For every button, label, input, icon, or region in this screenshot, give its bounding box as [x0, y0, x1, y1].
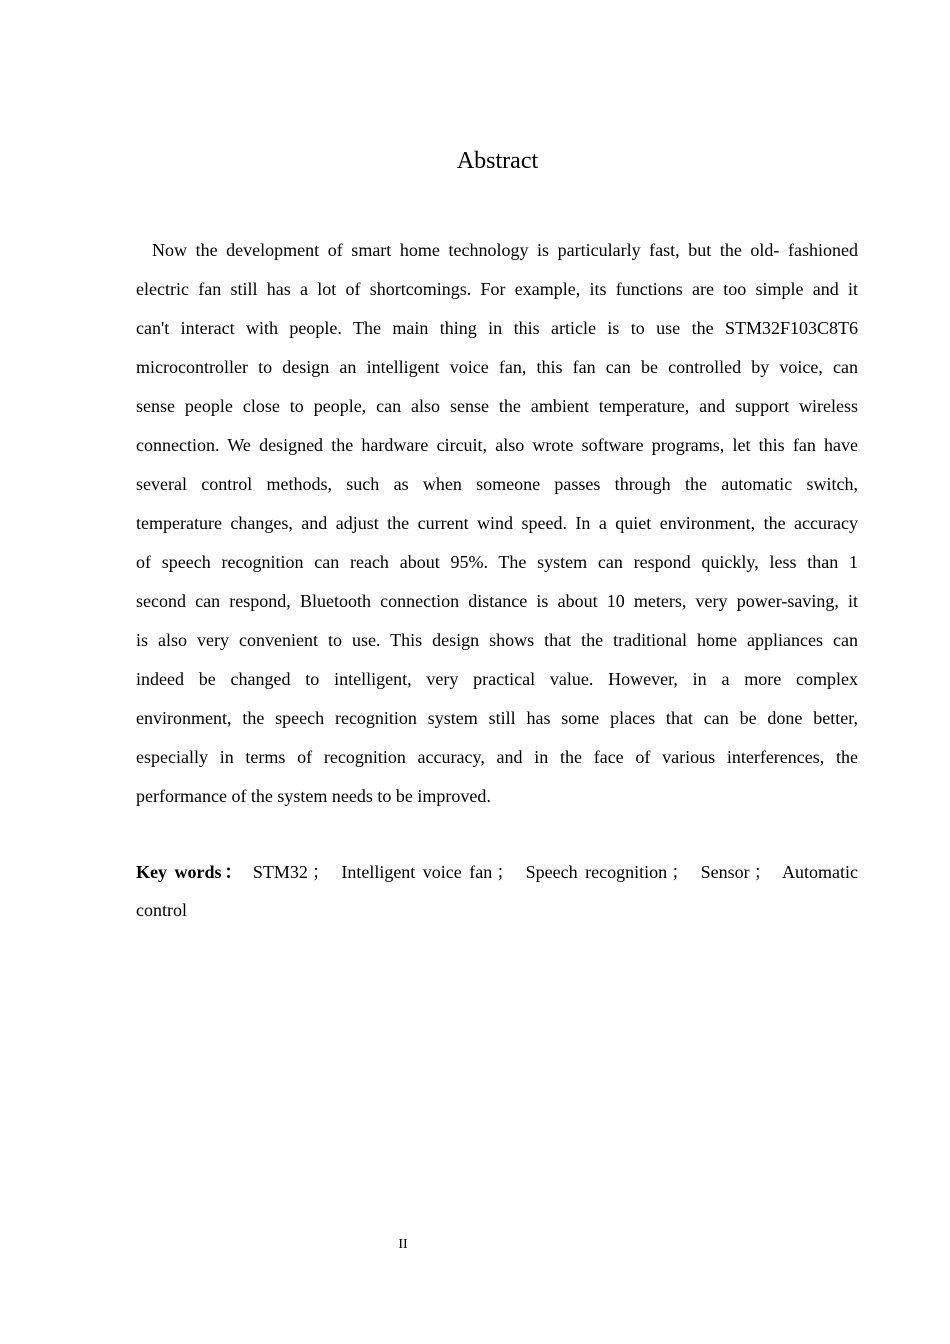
- abstract-line: electric fan still has a lot of shortcomings. For example, its functions are too simple and it: [136, 279, 858, 299]
- keyword-separator: ；: [496, 862, 515, 882]
- keyword-separator: ；: [311, 862, 330, 882]
- abstract-line: can't interact with people. The main thing in this article is to use the STM32F103C8T6: [136, 318, 858, 338]
- abstract-line: microcontroller to design an intelligent voice fan, this fan can be controlled by voice, can: [136, 357, 858, 377]
- keyword-separator: ；: [753, 862, 772, 882]
- page-number: II: [398, 1237, 408, 1252]
- keyword: Automatic: [782, 862, 859, 882]
- keywords: [136, 853, 858, 929]
- abstract-body: [136, 231, 858, 816]
- abstract-line: especially in terms of recognition accuracy, and in the face of various interferences, the: [136, 747, 858, 767]
- keyword: STM32: [252, 862, 308, 882]
- keyword: Sensor: [700, 862, 750, 882]
- keyword: Intelligent voice fan: [341, 862, 493, 882]
- abstract-line: connection. We designed the hardware circuit, also wrote software programs, let this fan have: [136, 435, 858, 455]
- abstract-line: of speech recognition can reach about 95%. The system can respond quickly, less than 1: [136, 552, 858, 572]
- abstract-line: indeed be changed to intelligent, very practical value. However, in a more complex: [136, 669, 858, 689]
- abstract-line: second can respond, Bluetooth connection distance is about 10 meters, very power-saving, it: [136, 591, 858, 611]
- abstract-line: temperature changes, and adjust the current wind speed. In a quiet environment, the accuracy: [136, 513, 858, 533]
- keywords-label: Key words：: [136, 862, 246, 882]
- abstract-line: sense people close to people, can also sense the ambient temperature, and support wireless: [136, 396, 858, 416]
- keyword: Speech recognition: [525, 862, 668, 882]
- abstract-line: several control methods, such as when someone passes through the automatic switch,: [136, 474, 858, 494]
- abstract-line: Now the development of smart home technology is particularly fast, but the old- fashioned: [152, 240, 858, 260]
- keyword-separator: ；: [671, 862, 690, 882]
- keyword: control: [136, 900, 187, 920]
- page-title: Abstract: [456, 148, 539, 174]
- abstract-line: environment, the speech recognition system still has some places that can be done better,: [136, 708, 858, 728]
- abstract-line: performance of the system needs to be improved.: [136, 786, 491, 806]
- abstract-line: is also very convenient to use. This design shows that the traditional home appliances can: [136, 630, 858, 650]
